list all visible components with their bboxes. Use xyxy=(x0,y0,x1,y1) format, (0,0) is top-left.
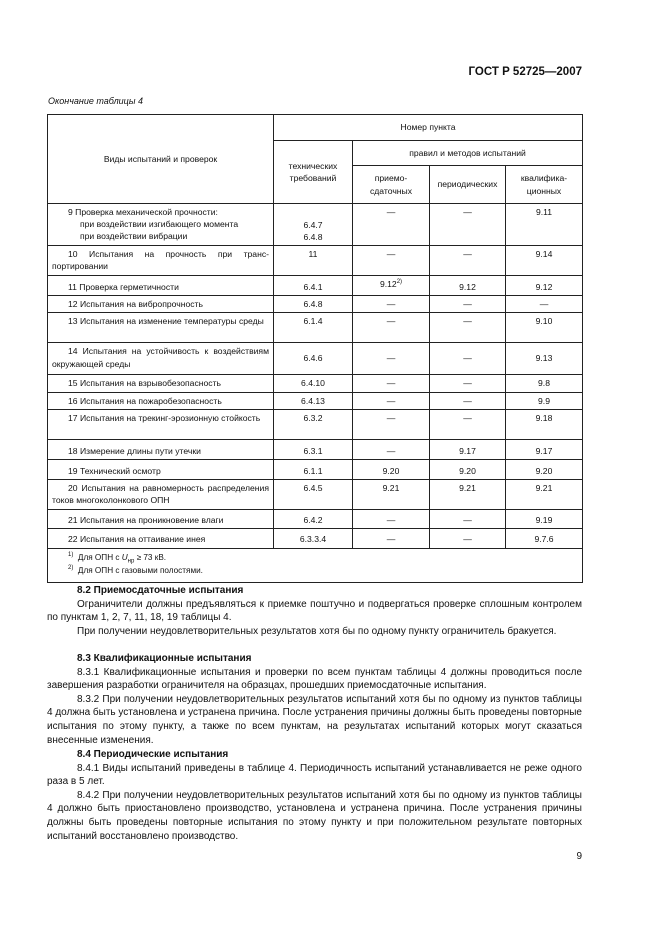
table-row: 14 Испытания на устойчивость к воздействиям окружающей среды 6.4.6 — — 9.13 xyxy=(48,343,583,375)
header-qualification: квалифика-ционных xyxy=(506,166,583,204)
row-acceptance: 9.12$^{2)}$ xyxy=(353,276,430,296)
row-periodic: — xyxy=(430,204,506,246)
table-row: 21 Испытания на проникновение влаги 6.4.2 — — 9.19 xyxy=(48,510,583,529)
paragraph: Ограничители должны предъявляться к приемке поштучно и подвергаться проверке сплошным контролем по пунктам 1, 2, 7, 11, 18, 19 таблицы 4. xyxy=(47,598,582,624)
paragraph: 8.4.2 При получении неудовлетворительных результатов испытаний хотя бы по одному из пунктов таблицы 4 должно быть приостановлено производство, установлена и устранена причина. После устранения причины должны быть проведены повторные испытания по этому пункту и при положительном результате повторных испытаний восстановлено производство. xyxy=(47,789,582,842)
table-row: 18 Измерение длины пути утечки 6.3.1 — 9.17 9.17 xyxy=(48,439,583,459)
header-periodic: периодических xyxy=(430,166,506,204)
paragraph: 8.4.1 Виды испытаний приведены в таблице 4. Периодичность испытаний устанавливается не реже одного раза в 5 лет. xyxy=(47,762,582,788)
table-row: 20 Испытания на равномерность распределения токов многоколонкового ОПН 6.4.5 9.21 9.21 9.21 xyxy=(48,480,583,510)
section-8-2 xyxy=(47,584,582,638)
row-qualification: 9.11 xyxy=(506,204,583,246)
table-row: 22 Испытания на оттаивание инея 6.3.3.4 — — 9.7.6 xyxy=(48,529,583,548)
section-8-2-title: 8.2 Приемосдаточные испытания xyxy=(77,585,244,596)
table-caption: Окончание таблицы 4 xyxy=(48,96,143,106)
header-test-types: Виды испытаний и проверок xyxy=(48,115,274,204)
table-row: 13 Испытания на изменение температуры среды 6.1.4 — — 9.10 xyxy=(48,313,583,343)
header-item-number: Номер пункта xyxy=(274,115,583,141)
table-notes xyxy=(48,548,583,582)
row-acceptance: — xyxy=(353,204,430,246)
row-name: 9 Проверка механической прочности: при воздействии изгибающего момента при воздействии вибрации xyxy=(48,204,274,246)
page-number: 9 xyxy=(576,851,582,862)
header-tech-requirements: технических требований xyxy=(274,141,353,204)
section-8-4-title: 8.4 Периодические испытания xyxy=(77,749,229,760)
section-8-4 xyxy=(47,748,582,843)
section-8-3 xyxy=(47,652,582,747)
table-row: 15 Испытания на взрывобезопасность 6.4.10 — — 9.8 xyxy=(48,375,583,392)
header-test-rules: правил и методов испытаний xyxy=(353,141,583,166)
paragraph: 8.3.1 Квалификационные испытания и проверки по всем пунктам таблицы 4 должны проводиться после завершения разработки ограничителя на образцах, прошедших приемосдаточные испытания. xyxy=(47,666,582,692)
table-row: 17 Испытания на трекинг-эрозионную стойкость 6.3.2 — — 9.18 xyxy=(48,409,583,439)
document-id: ГОСТ Р 52725—2007 xyxy=(468,66,582,78)
table-row: 16 Испытания на пожаробезопасность 6.4.13 — — 9.9 xyxy=(48,392,583,409)
note-1: $^{1)}$ Для ОПН с $U_{нр} \ge 73$ кВ. xyxy=(68,551,167,565)
table-row: 11 Проверка герметичности 6.4.1 9.12$^{2)}$ 9.12 9.12 xyxy=(48,276,583,296)
note-2: $^{2)}$ Для ОПН с газовыми полостями. xyxy=(68,564,203,575)
table-row: 12 Испытания на вибропрочность 6.4.8 — — — xyxy=(48,296,583,313)
table-row: 10 Испытания на прочность при транспортировании 11 — — 9.14 xyxy=(48,246,583,276)
table-row: 19 Технический осмотр 6.1.1 9.20 9.20 9.20 xyxy=(48,460,583,480)
header-acceptance: приемо-сдаточных xyxy=(353,166,430,204)
tests-table xyxy=(47,114,583,583)
paragraph: При получении неудовлетворительных результатов хотя бы по одному пункту ограничитель бракуется. xyxy=(77,625,557,637)
row-tech: 6.4.7 6.4.8 xyxy=(274,204,353,246)
table-row xyxy=(48,204,583,246)
paragraph: 8.3.2 При получении неудовлетворительных результатов испытаний хотя бы по одному из пунктов таблицы 4 должна быть установлена и устранена причина. После устранения причины должны быть проведены повторные испытания по этому пункту, а также по всем пунктам, на результатах испытаний которых могут сказаться внесенные изменения. xyxy=(47,693,582,746)
section-8-3-title: 8.3 Квалификационные испытания xyxy=(77,653,252,664)
